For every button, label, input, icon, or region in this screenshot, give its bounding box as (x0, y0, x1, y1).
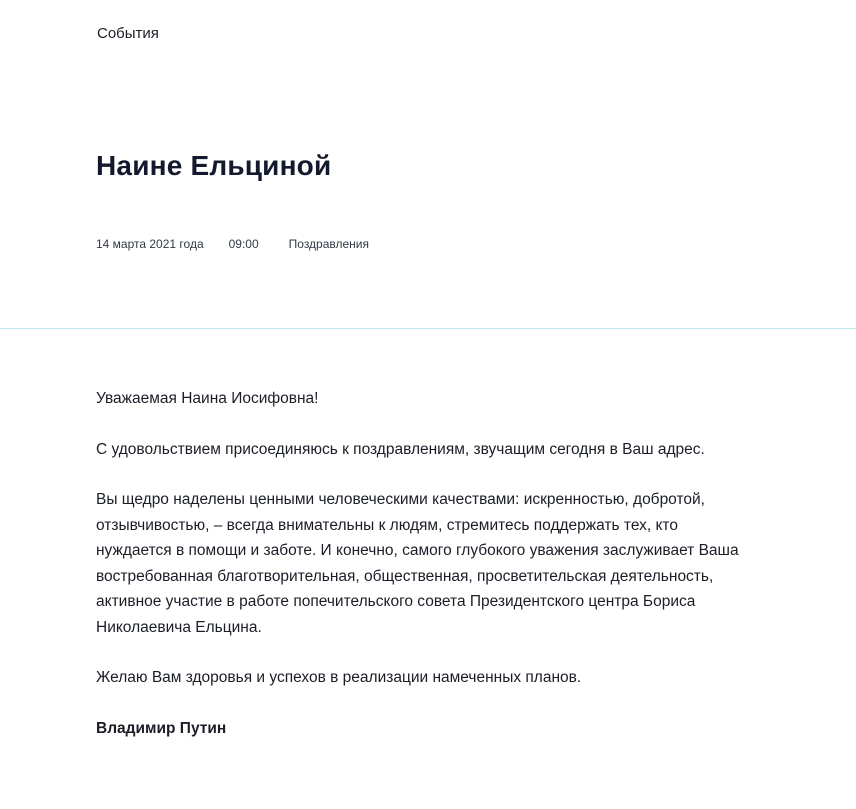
greeting-paragraph: Уважаемая Наина Иосифовна! (96, 390, 319, 407)
body-paragraph: Вы щедро наделены ценными человеческими качествами: искренностью, добротой, отзывчивостью, – всегда внимательны к людям, стремитесь поддержать тех, кто нуждается в помощи и заботе. И конечно, самого глубокого уважения заслуживает Ваша востребованная благотворительная, общественная, просветительская деятельность, активное участие в работе попечительского совета Президентского центра Бориса Николаевича Ельцина. (96, 491, 739, 636)
section-link-events[interactable]: События (97, 25, 159, 42)
article-body (96, 386, 756, 766)
publish-date: 14 марта 2021 года (96, 237, 204, 251)
body-paragraph: Желаю Вам здоровья и успехов в реализации намеченных планов. (96, 669, 582, 686)
rubric-link[interactable]: Поздравления (288, 237, 370, 251)
signature: Владимир Путин (96, 719, 227, 737)
header-divider (0, 328, 856, 329)
article-title: Наине Ельциной (96, 150, 332, 181)
article-meta (96, 237, 369, 251)
body-paragraph: С удовольствием присоединяюсь к поздравлениям, звучащим сегодня в Ваш адрес. (96, 440, 705, 458)
publish-time: 09:00 (228, 237, 259, 251)
